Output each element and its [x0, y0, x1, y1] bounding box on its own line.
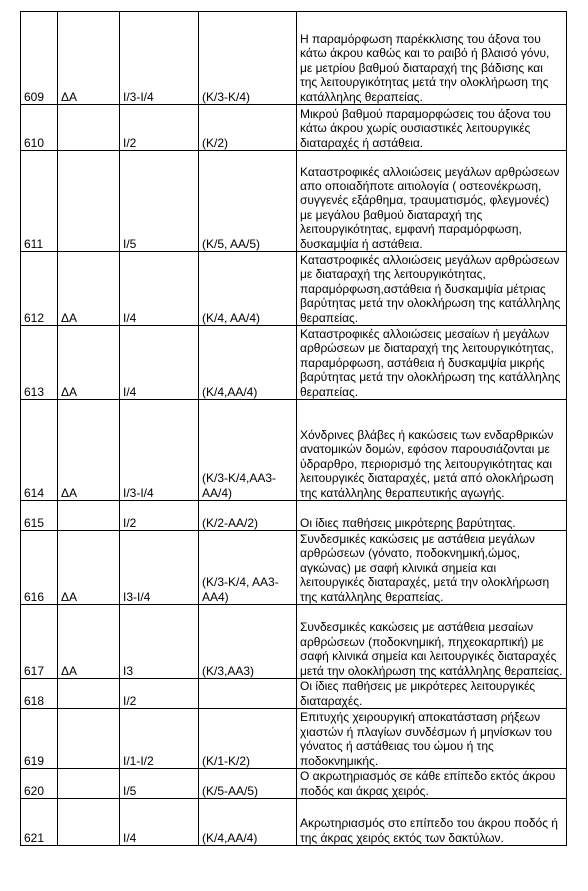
code-cell: 613: [21, 326, 58, 400]
ref-cell: ΔΑ: [58, 531, 120, 605]
table-body: [21, 12, 567, 846]
code-cell: 610: [21, 105, 58, 151]
rating-cell: (Κ/2-ΑΑ/2): [199, 501, 297, 531]
level-cell: Ι/2: [120, 105, 199, 151]
rating-cell: [199, 679, 297, 709]
rating-cell: (Κ/3-Κ/4): [199, 12, 297, 105]
description-cell: Συνδεσμικές κακώσεις με αστάθεια μεσαίων αρθρώσεων (ποδοκνημική, πηχεοκαρπική) με σαφή κλινικά σημεία και λειτουργικές διαταραχές μετά την ολοκλήρωση της κατάλληλης θεραπείας.: [297, 605, 567, 679]
ref-cell: [58, 679, 120, 709]
ref-cell: [58, 151, 120, 252]
code-cell: 620: [21, 769, 58, 799]
rating-cell: (Κ/3-Κ/4,ΑΑ3-ΑΑ/4): [199, 400, 297, 501]
code-cell: 614: [21, 400, 58, 501]
ref-cell: ΔΑ: [58, 252, 120, 326]
rating-cell: (Κ/3,ΑΑ3): [199, 605, 297, 679]
code-cell: 616: [21, 531, 58, 605]
rating-cell: (Κ/3-Κ/4, ΑΑ3-ΑΑ4): [199, 531, 297, 605]
code-cell: 621: [21, 799, 58, 846]
level-cell: Ι/4: [120, 252, 199, 326]
description-cell: Επιτυχής χειρουργική αποκατάσταση ρήξεων χιαστών ή πλαγίων συνδέσμων ή μηνίσκων του γόνατος ή αστάθειας του ώμου ή της ποδοκνημικής.: [297, 709, 567, 769]
code-cell: 609: [21, 12, 58, 105]
level-cell: Ι/1-Ι/2: [120, 709, 199, 769]
rating-cell: (Κ/4, ΑΑ/4): [199, 252, 297, 326]
table-row: [21, 605, 567, 679]
ref-cell: ΔΑ: [58, 326, 120, 400]
description-cell: Συνδεσμικές κακώσεις με αστάθεια μεγάλων αρθρώσεων (γόνατο, ποδοκνημική,ώμος, αγκώνας) με σαφή κλινικά σημεία και λειτουργικές διαταραχές, μετά την ολοκλήρωση της κατάλληλης θεραπείας.: [297, 531, 567, 605]
ref-cell: [58, 501, 120, 531]
rating-cell: (Κ/5-ΑΑ/5): [199, 769, 297, 799]
description-cell: Καταστροφικές αλλοιώσεις μεσαίων ή μεγάλων αρθρώσεων με διαταραχή της λειτουργικότητας, παραμόρφωση, αστάθεια ή δυσκαμψία μικρής βαρύτητας μετά την ολοκλήρωση της κατάλληλης θεραπείας.: [297, 326, 567, 400]
table-row: [21, 769, 567, 799]
description-cell: Μικρού βαθμού παραμορφώσεις του άξονα του κάτω άκρου χωρίς ουσιαστικές λειτουργικές διαταραχές ή αστάθεια.: [297, 105, 567, 151]
table-row: [21, 151, 567, 252]
table-row: [21, 12, 567, 105]
description-cell: Καταστροφικές αλλοιώσεις μεγάλων αρθρώσεων με διαταραχή της λειτουργικότητας, παραμόρφωση,αστάθεια ή δυσκαμψία μέτριας βαρύτητας μετά την ολοκλήρωση της κατάλληλης θεραπείας.: [297, 252, 567, 326]
table-row: [21, 105, 567, 151]
description-cell: Ακρωτηριασμός στο επίπεδο του άκρου ποδός ή της άκρας χειρός εκτός των δακτύλων.: [297, 799, 567, 846]
code-cell: 617: [21, 605, 58, 679]
disability-table: [20, 11, 567, 846]
rating-cell: (Κ/5, ΑΑ/5): [199, 151, 297, 252]
table-row: [21, 799, 567, 846]
level-cell: Ι/3-Ι/4: [120, 400, 199, 501]
description-cell: Οι ίδιες παθήσεις μικρότερης βαρύτητας.: [297, 501, 567, 531]
rating-cell: (Κ/1-Κ/2): [199, 709, 297, 769]
code-cell: 611: [21, 151, 58, 252]
level-cell: Ι3: [120, 605, 199, 679]
level-cell: Ι/5: [120, 151, 199, 252]
code-cell: 615: [21, 501, 58, 531]
rating-cell: (Κ/4,ΑΑ/4): [199, 799, 297, 846]
table-row: [21, 501, 567, 531]
level-cell: Ι3-Ι/4: [120, 531, 199, 605]
rating-cell: (Κ/2): [199, 105, 297, 151]
description-cell: Οι ίδιες παθήσεις με μικρότερες λειτουργικές διαταραχές.: [297, 679, 567, 709]
ref-cell: [58, 769, 120, 799]
ref-cell: [58, 709, 120, 769]
table-row: [21, 400, 567, 501]
ref-cell: [58, 799, 120, 846]
level-cell: Ι/3-Ι/4: [120, 12, 199, 105]
table-row: [21, 326, 567, 400]
code-cell: 619: [21, 709, 58, 769]
ref-cell: ΔΑ: [58, 605, 120, 679]
level-cell: Ι/4: [120, 326, 199, 400]
level-cell: Ι/5: [120, 769, 199, 799]
table-row: [21, 252, 567, 326]
description-cell: Ο ακρωτηριασμός σε κάθε επίπεδο εκτός άκρου ποδός και άκρας χειρός.: [297, 769, 567, 799]
code-cell: 618: [21, 679, 58, 709]
description-cell: Η παραμόρφωση παρέκκλισης του άξονα του κάτω άκρου καθώς και το ραιβό ή βλαισό γόνυ, με μετρίου βαθμού διαταραχή της βάδισης και της λειτουργικότητας μετά την ολοκλήρωση της κατάλληλης θεραπείας.: [297, 12, 567, 105]
rating-cell: (Κ/4,ΑΑ/4): [199, 326, 297, 400]
description-cell: Καταστροφικές αλλοιώσεις μεγάλων αρθρώσεων απο οποιαδήποτε αιτιολογία ( οστεονέκρωση, συγγενές εξάρθημα, τραυματισμός, φλεγμονές) με μεγάλου βαθμού διαταραχή της λειτουργικότητας, εμφανή παραμόρφωση, δυσκαμψία ή αστάθεια.: [297, 151, 567, 252]
table-row: [21, 679, 567, 709]
ref-cell: ΔΑ: [58, 12, 120, 105]
description-cell: Χόνδρινες βλάβες ή κακώσεις των ενδαρθρικών ανατομικών δομών, εφόσον παρουσιάζονται με ύδραρθρο, περιορισμό της λειτουργικότητας και λειτουργικές διαταραχές, μετά από ολοκλήρωση της κατάλληλης θεραπευτικής αγωγής.: [297, 400, 567, 501]
code-cell: 612: [21, 252, 58, 326]
level-cell: Ι/2: [120, 679, 199, 709]
level-cell: Ι/2: [120, 501, 199, 531]
ref-cell: [58, 105, 120, 151]
table-row: [21, 709, 567, 769]
ref-cell: ΔΑ: [58, 400, 120, 501]
table-row: [21, 531, 567, 605]
level-cell: Ι/4: [120, 799, 199, 846]
